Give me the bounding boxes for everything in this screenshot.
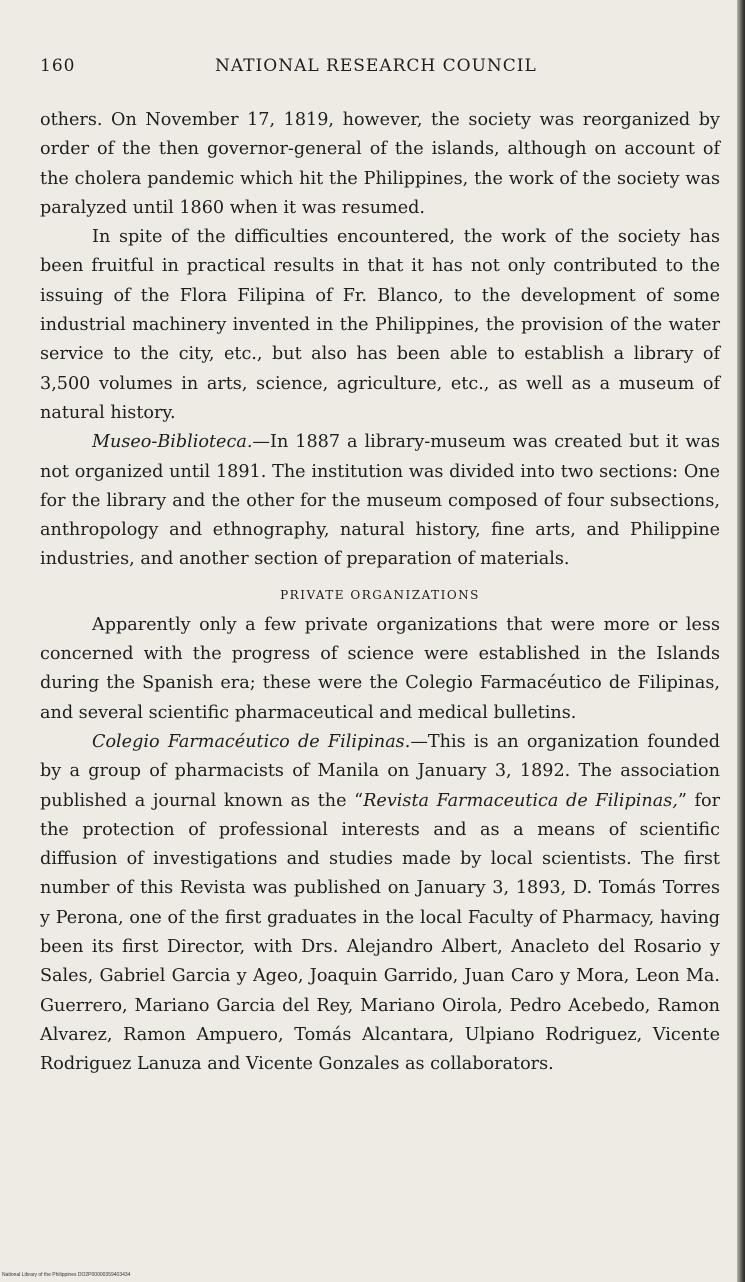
paragraph-society-results: In spite of the difficulties encountered, the work of the society has been fruitful in practical results in that it has not only contributed to the issuing of the Flora Filipina of Fr. Blanco, to the development of some industrial machinery invented in the Philippines, the provision of the water service to the city, etc., but also has been able to establish a library of 3,500 volumes in arts, science, agriculture, etc., as well as a museum of natural history. [40,227,720,423]
paragraph-reorganization: others. On November 17, 1819, however, the society was reorganized by order of the then governor-general of the islands, although on account of the cholera pandemic which hit the Philippines, the work of the society was paralyzed until 1860 when it was resumed. [40,110,720,218]
paragraph-colegio-text-b: ” for the protection of professional interests and as a means of scientific diffusion of investigations and studies made by local scientists. The first number of this Revista was published on January 3, 1893, D. Tomás Torres y Perona, one of the first graduates in the local Faculty of Pharmacy, having been its first Director, with Drs. Alejandro Albert, Anacleto del Rosario y Sales, Gabriel Garcia y Ageo, Joaquin Garrido, Juan Caro y Mora, Leon Ma. Guerrero, Mariano Garcia del Rey, Mariano Oirola, Pedro Acebedo, Ramon Alvarez, Ramon Ampuero, Tomás Alcantara, Ulpiano Rodriguez, Vicente Rodriguez Lanuza and Vicente Gonzales as collaborators. [40,790,721,1075]
running-head: NATIONAL RESEARCH COUNCIL [215,56,537,76]
scan-footer [2,1272,130,1278]
page-header [40,56,720,82]
paragraph-colegio-text-a: —This is an organization founded by a group of pharmacists of Manila on January 3, 1892. The association published a journal known as the “ [40,731,720,811]
scan-label: National Library of the Philippines [2,1272,77,1278]
page-edge-shadow [737,0,745,1282]
paragraph-private-organizations: Apparently only a few private organizations that were more or less concerned with the progress of science were established in the Islands during the Spanish era; these were the Colegio Farmacéutico de Filipinas, and several scientific pharmaceutical and medical bulletins. [40,614,720,723]
run-in-heading-colegio-farmaceutico: Colegio Farmacéutico de Filipinas. [92,731,411,752]
run-in-heading-museo-biblioteca: Museo-Biblioteca. [92,432,253,453]
scan-id: DO2P00000359403434 [77,1272,131,1278]
paragraph-museo-biblioteca-text: —In 1887 a library-museum was created but it was not organized until 1891. The institution was divided into two sections: One for the library and the other for the museum composed of four subsections, anthropology and ethnography, natural history, fine arts, and Philippine industries, and another section of preparation of materials. [40,432,720,570]
journal-title: Revista Farmaceutica de Filipinas, [363,790,678,811]
section-heading-private-organizations: PRIVATE ORGANIZATIONS [280,587,480,602]
paragraph-museo-biblioteca [40,428,720,574]
page-number: 160 [40,56,76,76]
page-body [40,106,720,1080]
paragraph-colegio-farmaceutico [40,728,720,1080]
